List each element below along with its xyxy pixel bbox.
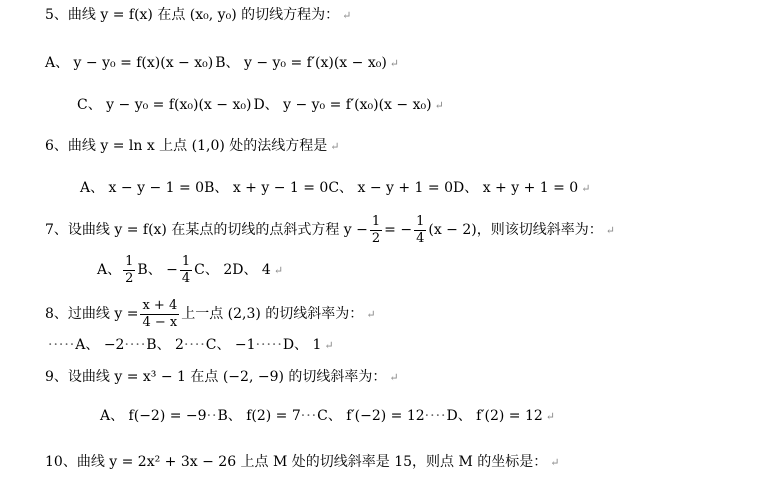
q7-option-a-num: 1 — [125, 253, 134, 269]
q7-stem-mid: = − — [384, 222, 413, 238]
q9-option-d: D、 f′(2) = 12 — [446, 408, 543, 424]
q7-fraction-2 — [414, 215, 426, 245]
q8-fraction — [140, 299, 179, 329]
q9-stem-text: 9、设曲线 y = x³ − 1 在点 (−2, −9) 的切线斜率为： — [45, 369, 387, 385]
q6-option-d: D、 x + y + 1 = 0 — [453, 180, 579, 196]
q5-option-b: B、 y − y₀ = f′(x)(x − x₀) — [215, 55, 387, 71]
leader-dots: ·· — [206, 408, 218, 424]
q7-options — [97, 254, 283, 286]
return-mark-icon: ↵ — [324, 338, 334, 352]
q10-stem-text: 10、曲线 y = 2x² + 3x − 26 上点 M 处的切线斜率是 15，则点 M 的坐标是： — [45, 454, 548, 470]
q9-option-a: A、 f(−2) = −9 — [100, 408, 207, 424]
q7-options-cd: C、 2D、 4 — [194, 262, 271, 278]
q7-option-b-fraction — [180, 255, 192, 285]
leader-dots: ····· — [255, 337, 283, 353]
q7-stem — [45, 214, 615, 246]
q7-frac1-num: 1 — [371, 213, 381, 229]
return-mark-icon: ↵ — [273, 263, 284, 277]
q9-option-c: C、 f′(−2) = 12 — [317, 408, 425, 424]
return-mark-icon: ↵ — [550, 455, 560, 469]
return-mark-icon: ↵ — [605, 223, 615, 237]
q5-option-a: A、 y − y₀ = f(x)(x − x₀) — [45, 55, 214, 71]
q8-stem-pre: 8、过曲线 y = — [45, 306, 139, 322]
return-mark-icon: ↵ — [581, 181, 591, 195]
leader-dots: ···· — [183, 337, 206, 353]
leader-dots: ···· — [424, 408, 447, 424]
leader-dots: ····· — [48, 337, 76, 353]
q8-option-c: C、 −1 — [205, 337, 256, 353]
q6-option-a: A、 x − y − 1 = 0 — [80, 180, 205, 196]
q8-option-d: D、 1 — [282, 337, 322, 353]
q8-frac-den: 4 − x — [142, 314, 178, 330]
q5-options-cd — [77, 98, 444, 112]
q7-stem-pre: 7、设曲线 y = f(x) 在某点的切线的点斜式方程 y − — [45, 222, 368, 238]
return-mark-icon: ↵ — [389, 56, 400, 70]
return-mark-icon: ↵ — [366, 307, 376, 321]
q9-stem — [45, 370, 399, 384]
q8-option-b: B、 2 — [146, 337, 184, 353]
q5-options-ab — [45, 56, 399, 70]
return-mark-icon: ↵ — [545, 409, 556, 423]
q6-option-b: B、 x + y − 1 = 0 — [204, 180, 329, 196]
leader-dots: ···· — [124, 337, 147, 353]
return-mark-icon: ↵ — [434, 98, 444, 112]
q8-stem — [45, 297, 376, 331]
q7-option-b-label: B、 − — [137, 262, 178, 278]
q8-stem-post: 上一点 (2,3) 的切线斜率为： — [181, 306, 364, 322]
q5-option-d: D、 y − y₀ = f′(x₀)(x − x₀) — [253, 97, 432, 113]
q7-option-a-den: 2 — [125, 270, 134, 286]
q7-option-b-den: 4 — [181, 270, 191, 286]
q7-fraction-1 — [370, 215, 382, 245]
q10-stem — [45, 455, 560, 469]
q8-frac-num: x + 4 — [142, 297, 178, 313]
q7-frac2-den: 4 — [416, 230, 425, 246]
q7-option-a-label: A、 — [97, 262, 122, 278]
q9-options — [100, 409, 555, 423]
return-mark-icon: ↵ — [330, 139, 340, 153]
q7-option-b-num: 1 — [181, 253, 191, 269]
q6-stem-text: 6、曲线 y = ln x 上点 (1,0) 处的法线方程是 — [45, 138, 328, 154]
q7-frac2-num: 1 — [416, 213, 425, 229]
return-mark-icon: ↵ — [389, 370, 399, 384]
q6-options — [80, 181, 590, 195]
q7-option-a-fraction — [123, 255, 135, 285]
q5-stem-text: 5、曲线 y = f(x) 在点 (x₀, y₀) 的切线方程为： — [45, 7, 340, 23]
q5-option-c: C、 y − y₀ = f(x₀)(x − x₀) — [77, 97, 252, 113]
q5-stem — [45, 8, 351, 22]
q6-stem — [45, 139, 340, 153]
q7-frac1-den: 2 — [371, 230, 381, 246]
q8-options — [48, 338, 334, 352]
q9-option-b: B、 f(2) = 7 — [217, 408, 301, 424]
q6-option-c: C、 x − y + 1 = 0 — [328, 180, 454, 196]
return-mark-icon: ↵ — [342, 8, 352, 22]
q7-stem-post: (x − 2)，则该切线斜率为： — [428, 222, 603, 238]
q8-option-a: A、 −2 — [75, 337, 125, 353]
leader-dots: ··· — [300, 408, 318, 424]
